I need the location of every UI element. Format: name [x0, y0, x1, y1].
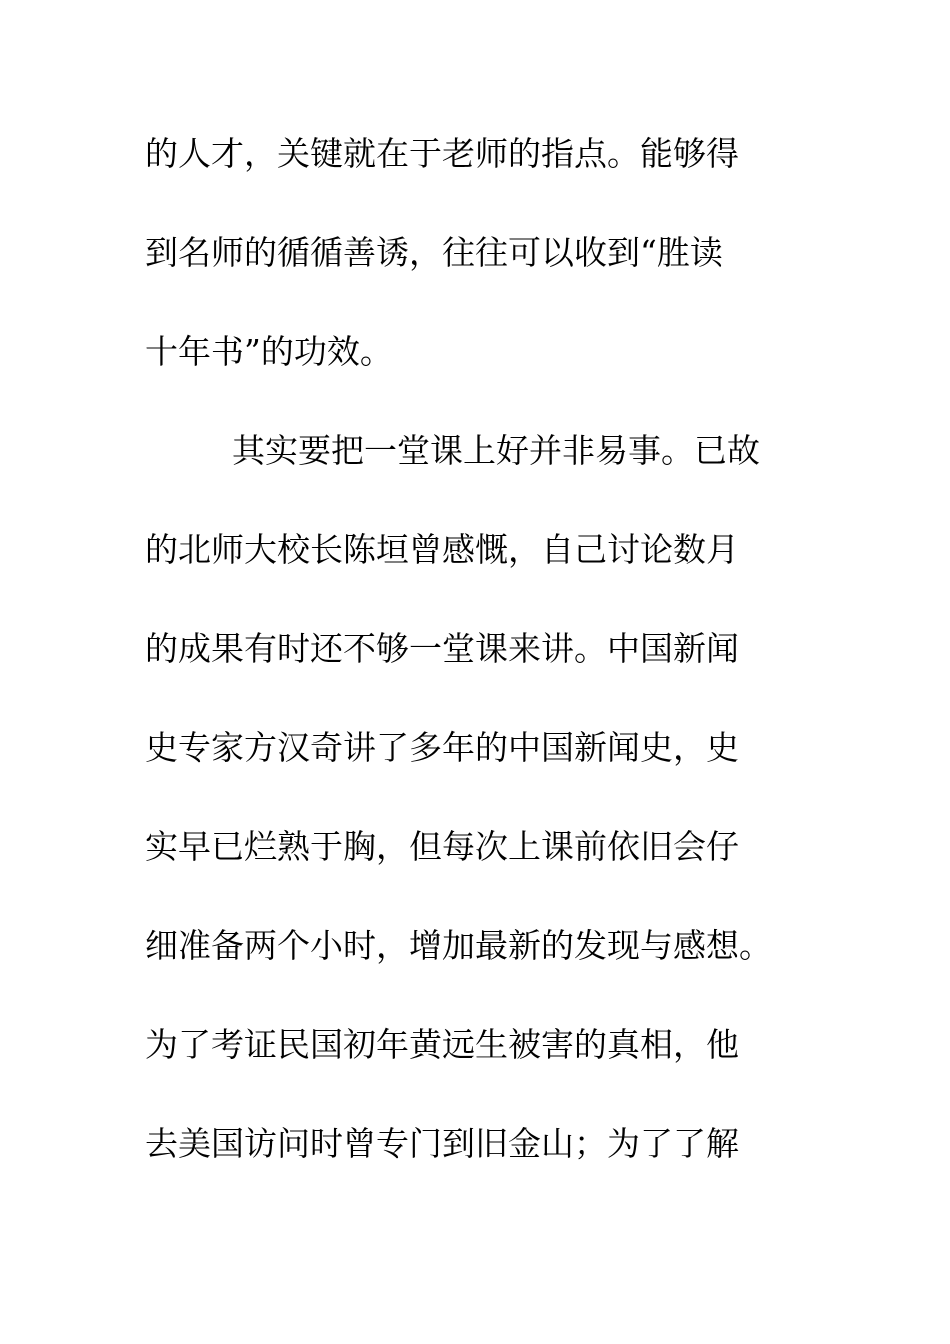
text-line-6: 的成果有时还不够一堂课来讲。中国新闻 [145, 629, 739, 668]
text-line-4: 其实要把一堂课上好并非易事。已故 [232, 431, 760, 470]
text-line-9: 细准备两个小时，增加最新的发现与感想。 [145, 926, 772, 965]
text-line-10: 为了考证民国初年黄远生被害的真相，他 [145, 1025, 739, 1064]
text-line-2: 到名师的循循善诱，往往可以收到“胜读 [145, 233, 723, 272]
text-line-11: 去美国访问时曾专门到旧金山；为了了解 [145, 1124, 739, 1163]
text-line-1: 的人才，关键就在于老师的指点。能够得 [145, 134, 739, 173]
text-line-7: 史专家方汉奇讲了多年的中国新闻史，史 [145, 728, 739, 767]
text-line-8: 实早已烂熟于胸，但每次上课前依旧会仔 [145, 827, 739, 866]
text-line-5: 的北师大校长陈垣曾感慨，自己讨论数月 [145, 530, 739, 569]
text-line-3: 十年书”的功效。 [145, 332, 393, 371]
